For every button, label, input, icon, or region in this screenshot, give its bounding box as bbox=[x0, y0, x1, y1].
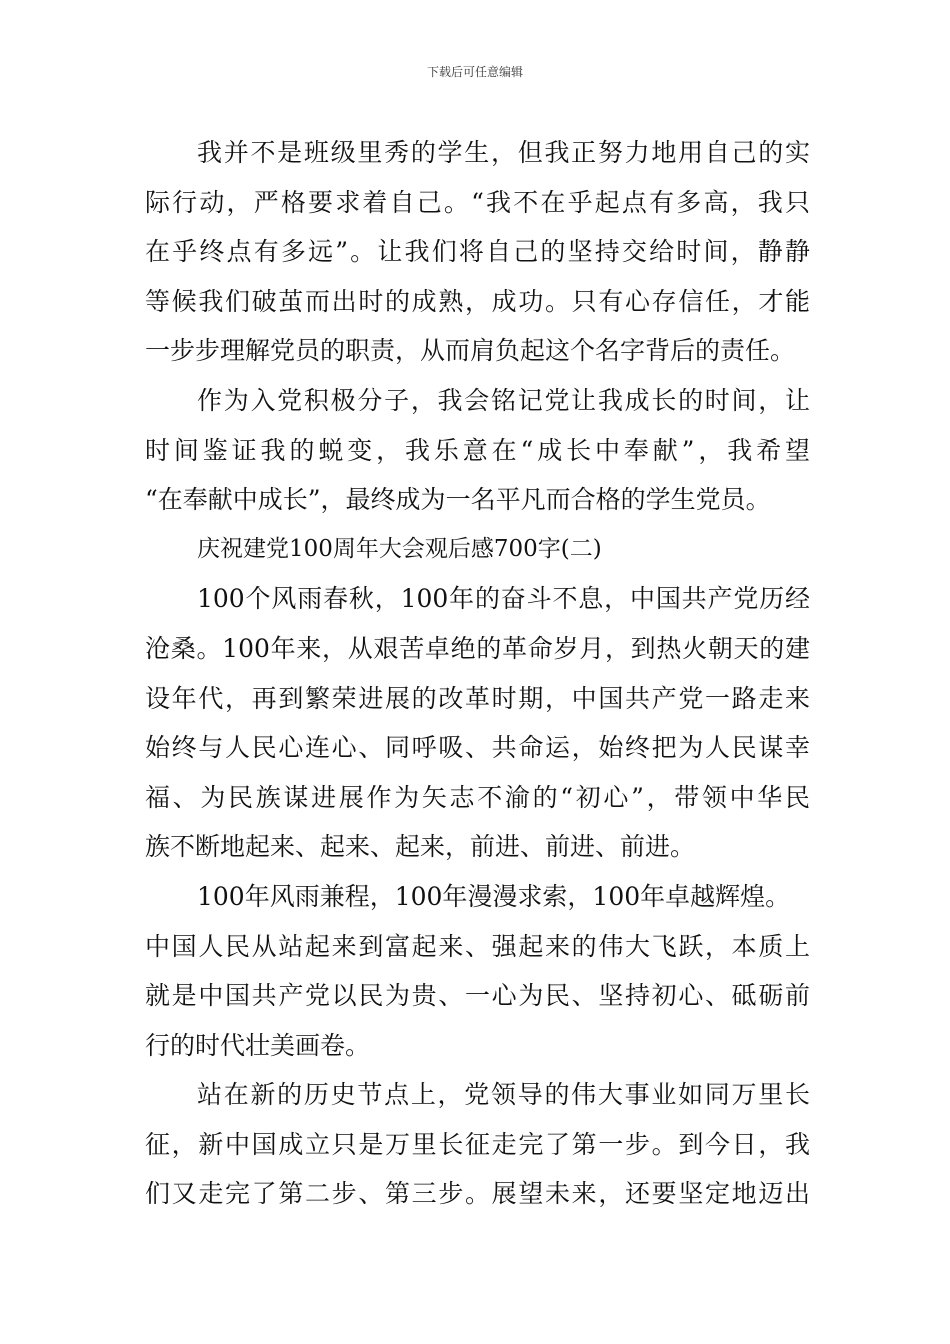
text-line: 100个风雨春秋，100年的奋斗不息，中国共产党历经 bbox=[197, 584, 810, 614]
text-line: 中国人民从站起来到富起来、强起来的伟大飞跃，本质上 bbox=[145, 931, 810, 961]
text-line: 一步步理解党员的职责，从而肩负起这个名字背后的责任。 bbox=[145, 336, 796, 366]
text-line: 100年风雨兼程，100年漫漫求索，100年卓越辉煌。 bbox=[197, 881, 791, 911]
text-line: 际行动，严格要求着自己。“我不在乎起点有多高，我只 bbox=[145, 187, 810, 217]
text-line: 族不断地起来、起来、起来，前进、前进、前进。 bbox=[145, 832, 696, 862]
document-body bbox=[145, 128, 810, 1219]
text-line: 们又走完了第二步、第三步。展望未来，还要坚定地迈出 bbox=[145, 1179, 810, 1209]
section-heading: 庆祝建党100周年大会观后感700字(二) bbox=[197, 535, 602, 562]
text-line: 我并不是班级里秀的学生，但我正努力地用自己的实 bbox=[197, 138, 810, 167]
text-line: 始终与人民心连心、同呼吸、共命运，始终把为人民谋幸 bbox=[145, 733, 810, 763]
text-line: 沧桑。100年来，从艰苦卓绝的革命岁月，到热火朝天的建 bbox=[145, 633, 810, 663]
text-line: 征，新中国成立只是万里长征走完了第一步。到今日，我 bbox=[145, 1129, 810, 1159]
text-line: “在奉献中成长”，最终成为一名平凡而合格的学生党员。 bbox=[145, 485, 771, 515]
text-line: 行的时代壮美画卷。 bbox=[145, 1030, 371, 1060]
text-line: 等候我们破茧而出时的成熟，成功。只有心存信任，才能 bbox=[145, 286, 810, 316]
text-line: 在乎终点有多远”。让我们将自己的坚持交给时间，静静 bbox=[145, 237, 810, 267]
text-line: 就是中国共产党以民为贵、一心为民、坚持初心、砥砺前 bbox=[145, 981, 810, 1011]
text-line: 作为入党积极分子，我会铭记党让我成长的时间，让 bbox=[197, 385, 810, 415]
text-line: 福、为民族谋进展作为矢志不渝的“初心”，带领中华民 bbox=[145, 782, 810, 812]
text-line: 时间鉴证我的蜕变，我乐意在“成长中奉献”，我希望 bbox=[145, 435, 810, 465]
text-line: 站在新的历史节点上，党领导的伟大事业如同万里长 bbox=[197, 1080, 810, 1110]
page-header: 下载后可任意编辑 bbox=[426, 65, 523, 79]
text-line: 设年代，再到繁荣进展的改革时期，中国共产党一路走来 bbox=[145, 683, 810, 713]
